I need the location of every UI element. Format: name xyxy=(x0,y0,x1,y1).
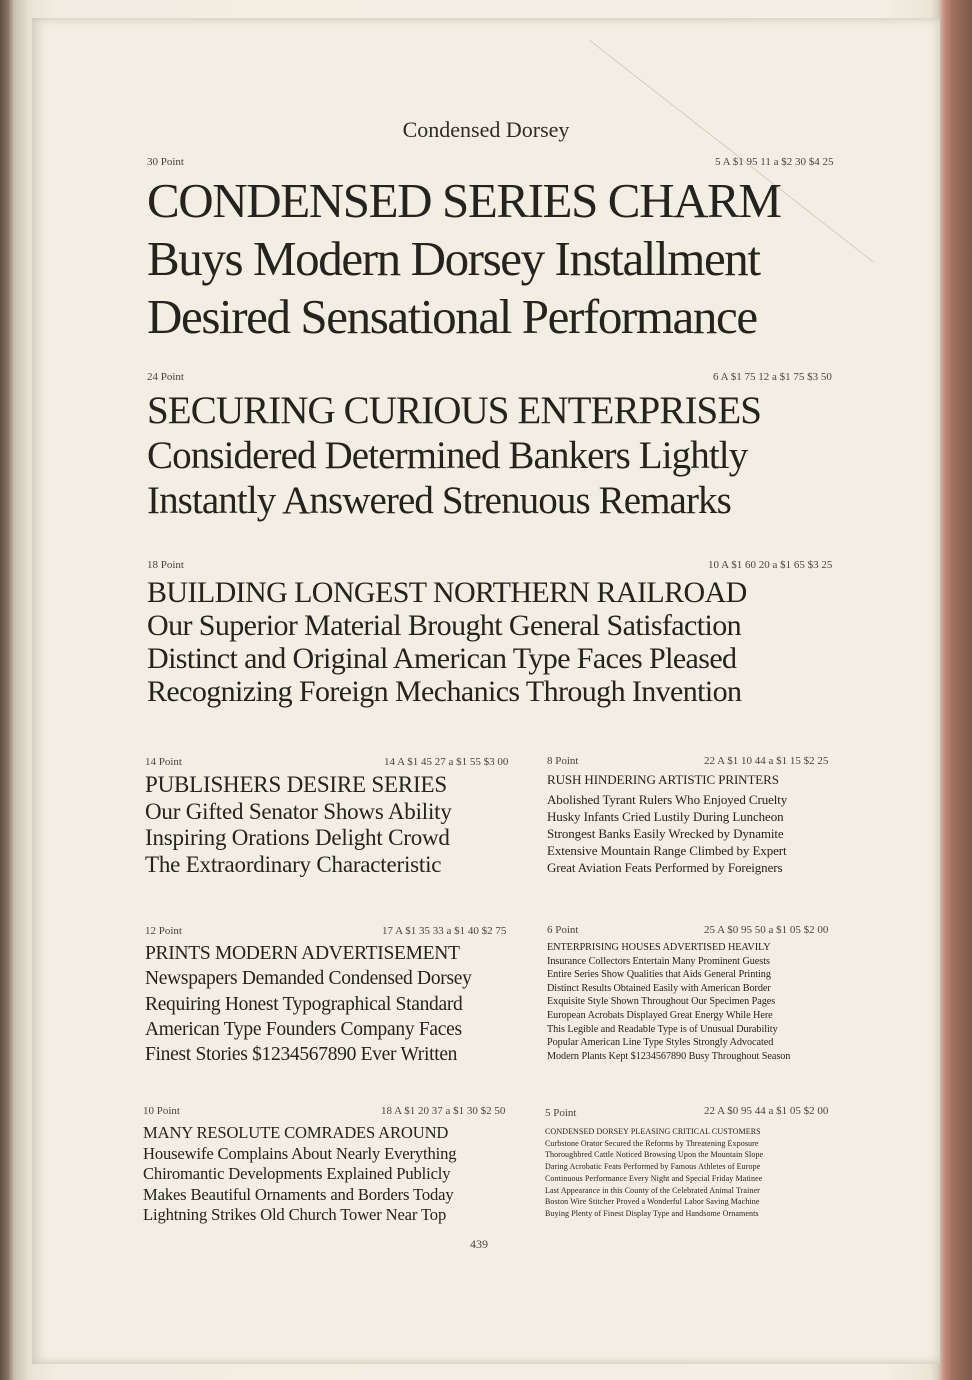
specimen-line: Our Superior Material Brought General Satisfaction xyxy=(147,609,741,642)
specimen-line: RUSH HINDERING ARTISTIC PRINTERS xyxy=(547,772,779,787)
specimen-line: CONDENSED SERIES CHARM xyxy=(147,173,781,228)
specimen-line: MANY RESOLUTE COMRADES AROUND xyxy=(143,1123,449,1142)
specimen-line: Desired Sensational Performance xyxy=(147,289,757,344)
price-12pt: 17 A $1 35 33 a $1 40 $2 75 xyxy=(382,925,507,937)
specimen-line: Daring Acrobatic Feats Performed by Famous Athletes of Europe xyxy=(545,1162,761,1172)
specimen-line: Great Aviation Feats Performed by Foreigners xyxy=(547,860,783,875)
specimen-line: European Acrobats Displayed Great Energy While Here xyxy=(547,1009,773,1021)
specimen-line: Our Gifted Senator Shows Ability xyxy=(145,798,452,824)
specimen-line: CONDENSED DORSEY PLEASING CRITICAL CUSTOMERS xyxy=(545,1127,761,1136)
specimen-8pt xyxy=(547,771,787,876)
size-label-10pt: 10 Point xyxy=(143,1105,180,1117)
specimen-12pt xyxy=(145,941,472,1067)
specimen-30pt xyxy=(147,172,781,346)
size-label-6pt: 6 Point xyxy=(547,924,579,936)
specimen-line: Buys Modern Dorsey Installment xyxy=(147,231,760,286)
specimen-line: Makes Beautiful Ornaments and Borders Today xyxy=(143,1184,454,1204)
size-label-14pt: 14 Point xyxy=(145,756,182,768)
price-8pt: 22 A $1 10 44 a $1 15 $2 25 xyxy=(704,755,829,767)
specimen-line: Exquisite Style Shown Throughout Our Specimen Pages xyxy=(547,996,776,1008)
size-label-12pt: 12 Point xyxy=(145,925,182,937)
specimen-line: Requiring Honest Typographical Standard xyxy=(145,993,463,1015)
specimen-line: Newspapers Demanded Condensed Dorsey xyxy=(145,968,472,990)
specimen-line: Lightning Strikes Old Church Tower Near Top xyxy=(143,1205,447,1225)
size-label-30pt: 30 Point xyxy=(147,156,184,168)
specimen-line: This Legible and Readable Type is of Unusual Durability xyxy=(547,1023,778,1035)
specimen-14pt xyxy=(145,772,452,878)
page-number: 439 xyxy=(470,1237,488,1251)
price-6pt: 25 A $0 95 50 a $1 05 $2 00 xyxy=(704,924,829,936)
specimen-24pt xyxy=(147,388,761,523)
page-title: Condensed Dorsey xyxy=(402,117,570,142)
specimen-line: Buying Plenty of Finest Display Type and Handsome Ornaments xyxy=(545,1208,759,1218)
specimen-line: Abolished Tyrant Rulers Who Enjoyed Cruelty xyxy=(547,792,788,807)
size-label-5pt: 5 Point xyxy=(545,1107,577,1119)
specimen-5pt xyxy=(545,1126,763,1220)
specimen-line: PUBLISHERS DESIRE SERIES xyxy=(145,772,447,797)
specimen-line: Distinct and Original American Type Faces Pleased xyxy=(147,642,737,675)
specimen-line: Distinct Results Obtained Easily with American Border xyxy=(547,982,771,994)
specimen-line: BUILDING LONGEST NORTHERN RAILROAD xyxy=(147,576,747,609)
specimen-line: Considered Determined Bankers Lightly xyxy=(147,434,748,477)
specimen-line: Instantly Answered Strenuous Remarks xyxy=(147,479,731,522)
specimen-line: Popular American Line Type Styles Strongly Advocated xyxy=(547,1037,774,1049)
size-label-24pt: 24 Point xyxy=(147,371,184,383)
specimen-line: PRINTS MODERN ADVERTISEMENT xyxy=(145,943,460,964)
specimen-line: Entire Series Show Qualities that Aids General Printing xyxy=(547,969,771,981)
price-30pt: 5 A $1 95 11 a $2 30 $4 25 xyxy=(715,156,834,168)
price-10pt: 18 A $1 20 37 a $1 30 $2 50 xyxy=(381,1105,506,1117)
price-24pt: 6 A $1 75 12 a $1 75 $3 50 xyxy=(713,371,832,383)
specimen-line: Boston Wire Stitcher Proved a Wonderful Labor Saving Machine xyxy=(545,1197,760,1207)
specimen-line: Insurance Collectors Entertain Many Prominent Guests xyxy=(547,955,770,967)
specimen-line: Husky Infants Cried Lustily During Luncheon xyxy=(547,809,784,824)
price-18pt: 10 A $1 60 20 a $1 65 $3 25 xyxy=(708,559,833,571)
specimen-line: Housewife Complains About Nearly Everything xyxy=(143,1143,457,1163)
price-14pt: 14 A $1 45 27 a $1 55 $3 00 xyxy=(384,756,509,768)
specimen-line: Continuous Performance Every Night and Special Friday Matinee xyxy=(545,1173,763,1183)
price-5pt: 22 A $0 95 44 a $1 05 $2 00 xyxy=(704,1105,829,1117)
specimen-line: Curbstone Orator Secured the Reforms by Threatening Exposure xyxy=(545,1138,759,1148)
specimen-line: Extensive Mountain Range Climbed by Expert xyxy=(547,843,787,858)
specimen-line: Recognizing Foreign Mechanics Through Invention xyxy=(147,675,742,708)
specimen-line: Modern Plants Kept $1234567890 Busy Throughout Season xyxy=(547,1050,791,1062)
specimen-line: ENTERPRISING HOUSES ADVERTISED HEAVILY xyxy=(547,942,771,953)
size-label-8pt: 8 Point xyxy=(547,755,579,767)
specimen-10pt xyxy=(143,1123,456,1226)
size-label-18pt: 18 Point xyxy=(147,559,184,571)
specimen-line: Finest Stories $1234567890 Ever Written xyxy=(145,1044,458,1066)
specimen-line: Inspiring Orations Delight Crowd xyxy=(145,825,450,850)
specimen-6pt xyxy=(547,941,790,1063)
specimen-line: American Type Founders Company Faces xyxy=(145,1018,462,1040)
specimen-line: Last Appearance in this County of the Celebrated Animal Trainer xyxy=(545,1185,760,1195)
specimen-18pt xyxy=(147,576,747,708)
specimen-line: The Extraordinary Characteristic xyxy=(145,851,442,877)
specimen-line: Chiromantic Developments Explained Publicly xyxy=(143,1164,451,1184)
specimen-line: SECURING CURIOUS ENTERPRISES xyxy=(147,389,762,432)
specimen-line: Strongest Banks Easily Wrecked by Dynamite xyxy=(547,826,784,841)
specimen-line: Thoroughbred Cattle Noticed Browsing Upon the Mountain Slope xyxy=(545,1150,764,1160)
